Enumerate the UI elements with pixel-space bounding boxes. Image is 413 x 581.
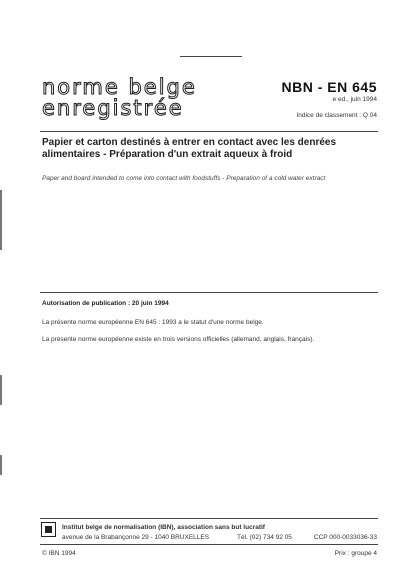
publication-authorization: Autorisation de publication : 20 juin 1994 [42,300,169,307]
classification-index: Indice de classement : Q 04 [296,112,377,119]
footer-phone: Tél. (02) 734 92 05 [237,534,292,541]
footer-price: Prix : groupe 4 [334,550,377,557]
footer-copyright: © IBN 1994 [42,550,76,557]
footer-bottom-rule [40,544,378,545]
standard-number: NBN - EN 645 [281,79,377,95]
logo-line-2: enregistrée [42,96,184,120]
edition-date: e ed., juin 1994 [332,96,377,103]
english-title: Paper and board intended to come into contact with foodstuffs - Preparation of a cold water extract [42,175,326,182]
body-paragraph-2: La présente norme européenne existe en trois versions officielles (allemand, anglais, français). [42,336,315,343]
ibn-logo-icon [41,522,56,537]
footer-address: avenue de la Brabançonne 29 - 1040 BRUXELLES [62,534,210,541]
body-paragraph-1: La présente norme européenne EN 645 : 1993 a le statut d'une norme belge. [42,319,264,326]
french-title: Papier et carton destinés à entrer en contact avec les denrées alimentaires - Préparation d'un extrait aqueux à froid [42,137,337,160]
footer-top-rule [40,518,378,519]
scan-edge-mark [0,375,2,405]
scan-edge-mark [0,455,2,475]
footer-account: CCP 000-0033036-33 [313,534,377,541]
scan-edge-mark [0,190,2,250]
header-top-rule [180,56,242,57]
header-bottom-rule [40,131,378,132]
body-top-rule [40,292,378,293]
footer-institute: Institut belge de normalisation (IBN), association sans but lucratif [62,524,265,531]
logo-line-1: norme belge [42,75,197,99]
